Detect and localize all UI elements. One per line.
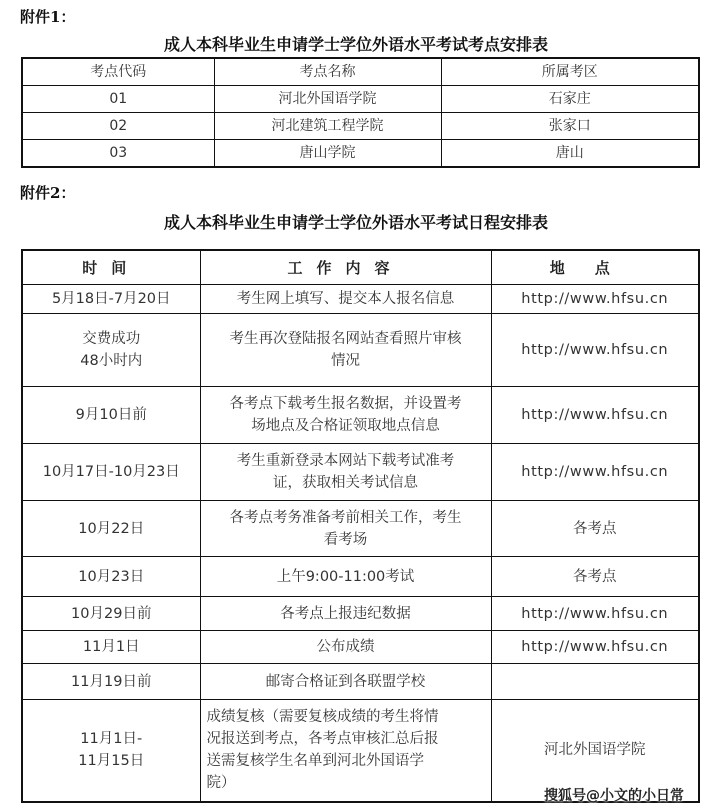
schedule-work: 各考点上报违纪数据 — [200, 597, 491, 631]
table-row — [22, 557, 699, 597]
table-row — [22, 285, 699, 314]
attachment2-title: 成人本科毕业生申请学士学位外语水平考试日程安排表 — [163, 213, 548, 232]
exam-region: 张家口 — [441, 113, 699, 140]
schedule-work: 上午9:00-11:00考试 — [200, 557, 491, 597]
schedule-location-link[interactable]: http://www.hfsu.cn — [491, 285, 699, 314]
work-line: 考生重新登录本网站下载考试准考 — [236, 453, 455, 469]
work-line: 成绩复核（需要复核成绩的考生将情 — [206, 709, 439, 726]
schedule-time: 11月1日 — [22, 631, 200, 664]
work-line: 证，获取相关考试信息 — [273, 475, 418, 491]
schedule-location-link[interactable]: http://www.hfsu.cn — [491, 597, 699, 631]
work-line: 考生再次登陆报名网站查看照片审核 — [229, 331, 462, 347]
header-time: 时间 — [22, 250, 200, 285]
schedule-time: 5月18日-7月20日 — [22, 285, 200, 314]
table-row — [22, 86, 699, 113]
schedule-location: 各考点 — [491, 501, 699, 557]
schedule-time: 10月22日 — [22, 501, 200, 557]
schedule-work: 邮寄合格证到各联盟学校 — [200, 664, 491, 700]
schedule-time — [22, 700, 200, 802]
table-row — [22, 387, 699, 444]
work-line: 场地点及合格证领取地点信息 — [251, 418, 440, 434]
schedule-time: 11月19日前 — [22, 664, 200, 700]
schedule-work — [200, 387, 491, 444]
table-row — [22, 631, 699, 664]
attachment1-label: 附件1： — [20, 8, 76, 26]
schedule-work: 公布成绩 — [200, 631, 491, 664]
work-line: 看考场 — [323, 531, 368, 548]
schedule-work — [200, 700, 491, 802]
schedule-work — [200, 314, 491, 387]
table-row — [22, 314, 699, 387]
header-site-name: 考点名称 — [214, 58, 441, 86]
time-line: 交费成功 — [82, 331, 141, 347]
schedule-time: 10月23日 — [22, 557, 200, 597]
schedule-time — [22, 314, 200, 387]
time-line: 48小时内 — [80, 353, 143, 369]
schedule-location — [491, 664, 699, 700]
exam-schedule-table — [21, 249, 700, 803]
schedule-location-link[interactable]: http://www.hfsu.cn — [491, 314, 699, 387]
schedule-location: 各考点 — [491, 557, 699, 597]
attachment1-title: 成人本科毕业生申请学士学位外语水平考试考点安排表 — [163, 35, 548, 54]
table-row — [22, 597, 699, 631]
schedule-time: 9月10日前 — [22, 387, 200, 444]
schedule-work — [200, 444, 491, 501]
table-header-row — [22, 58, 699, 86]
exam-region: 石家庄 — [441, 86, 699, 113]
schedule-work — [200, 501, 491, 557]
header-location: 地点 — [491, 250, 699, 285]
site-name: 唐山学院 — [214, 140, 441, 168]
header-exam-region: 所属考区 — [441, 58, 699, 86]
site-code: 03 — [22, 140, 214, 168]
table-row — [22, 113, 699, 140]
work-line: 院） — [206, 775, 236, 792]
site-code: 02 — [22, 113, 214, 140]
work-line: 各考点下载考生报名数据，并设置考 — [229, 396, 462, 412]
schedule-location-link[interactable]: http://www.hfsu.cn — [491, 387, 699, 444]
site-name: 河北外国语学院 — [214, 86, 441, 113]
watermark: 搜狐号@小文的小日常 — [544, 788, 684, 804]
table-header-row — [22, 250, 699, 285]
work-line: 送需复核学生名单到河北外国语学 — [206, 753, 424, 770]
work-line: 况报送到考点，各考点审核汇总后报 — [206, 731, 439, 748]
schedule-location-link[interactable]: http://www.hfsu.cn — [491, 444, 699, 501]
table-row — [22, 664, 699, 700]
schedule-location-link[interactable]: http://www.hfsu.cn — [491, 631, 699, 664]
time-line: 11月1日- — [80, 731, 143, 748]
table-row — [22, 444, 699, 501]
work-line: 情况 — [331, 353, 360, 369]
table-row — [22, 140, 699, 168]
schedule-time: 10月17日-10月23日 — [22, 444, 200, 501]
schedule-location: 河北外国语学院 — [491, 700, 699, 802]
schedule-work: 考生网上填写、提交本人报名信息 — [200, 285, 491, 314]
time-line: 11月15日 — [78, 753, 145, 770]
exam-sites-table — [21, 57, 700, 168]
header-work-content: 工作内容 — [200, 250, 491, 285]
table-row — [22, 501, 699, 557]
site-name: 河北建筑工程学院 — [214, 113, 441, 140]
site-code: 01 — [22, 86, 214, 113]
schedule-time: 10月29日前 — [22, 597, 200, 631]
attachment2-label: 附件2： — [20, 184, 76, 202]
header-site-code: 考点代码 — [22, 58, 214, 86]
exam-region: 唐山 — [441, 140, 699, 168]
work-line: 各考点考务准备考前相关工作，考生 — [229, 509, 462, 526]
